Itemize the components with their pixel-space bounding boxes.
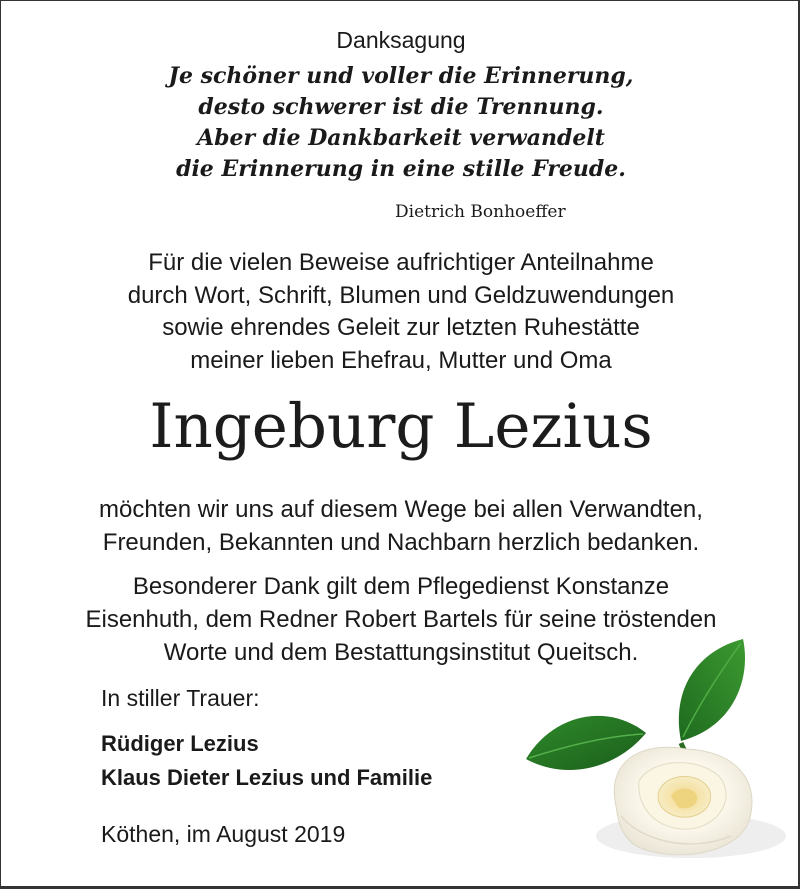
quote-author: Dietrich Bonhoeffer <box>395 202 566 222</box>
white-rose-image <box>521 631 791 876</box>
intro-line: Für die vielen Beweise aufrichtiger Anteilnahme <box>148 249 654 276</box>
quote-line: desto schwerer ist die Trennung. <box>198 94 604 120</box>
intro-line: meiner lieben Ehefrau, Mutter und Oma <box>190 346 612 374</box>
quote <box>1 61 800 185</box>
thanks-line: möchten wir uns auf diesem Wege bei allen Verwandten, <box>99 496 703 523</box>
signer-name: Rüdiger Lezius <box>101 731 259 756</box>
special-thanks-line: Worte und dem Bestattungsinstitut Queitsch. <box>163 639 639 666</box>
intro-line: sowie ehrendes Geleit zur letzten Ruhestätte <box>162 314 640 341</box>
signers <box>101 727 432 795</box>
intro-line: durch Wort, Schrift, Blumen und Geldzuwendungen <box>127 281 675 309</box>
thanks-paragraph <box>1 493 800 559</box>
deceased-name: Ingeburg Lezius <box>149 391 653 462</box>
quote-line: Aber die Dankbarkeit verwandelt <box>197 125 605 151</box>
intro-paragraph <box>1 247 800 377</box>
place-date: Köthen, im August 2019 <box>101 821 346 847</box>
signer-name: Klaus Dieter Lezius und Familie <box>101 765 433 790</box>
quote-line: Je schöner und voller die Erinnerung, <box>168 63 634 89</box>
notice-title: Danksagung <box>336 27 466 53</box>
quote-line: die Erinnerung in eine stille Freude. <box>176 156 626 182</box>
special-thanks-line: Besonderer Dank gilt dem Pflegedienst Konstanze <box>132 573 670 600</box>
mourning-label: In stiller Trauer: <box>101 685 260 711</box>
thanks-line: Freunden, Bekannten und Nachbarn herzlich bedanken. <box>102 529 700 556</box>
special-thanks-line: Eisenhuth, dem Redner Robert Bartels für seine tröstenden <box>85 606 717 633</box>
